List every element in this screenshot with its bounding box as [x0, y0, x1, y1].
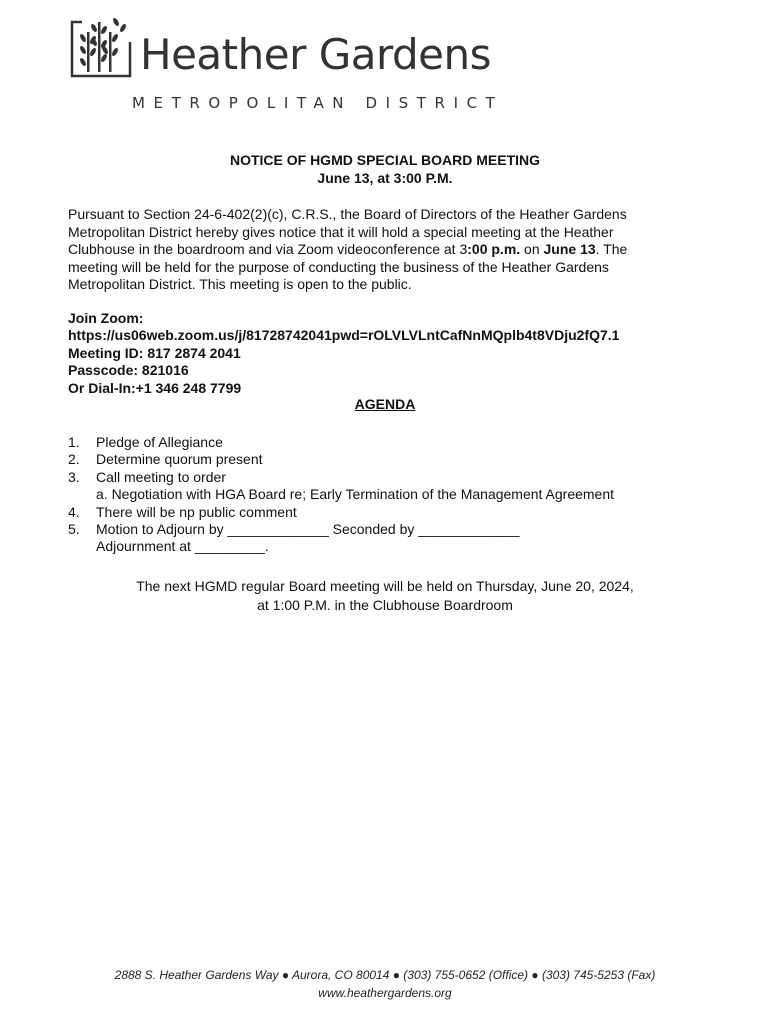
agenda-item-text: Motion to Adjourn by _____________ Seconded by _____________ [96, 521, 520, 538]
intro-text-1: Pursuant to Section 24-6-402(2)(c), C.R.S., the Board of Directors of the Heather Gardens Metropolitan District hereby gives notice that it will hold a special meeting at the Heather Clubhouse in the boardroom and via Zoom videoconference at 3 [68, 206, 627, 258]
footer [0, 966, 770, 1002]
footer-address: 2888 S. Heather Gardens Way ● Aurora, CO 80014 ● (303) 755-0652 (Office) ● (303) 745-5253 (Fax) [114, 968, 656, 982]
zoom-dial-in: Or Dial-In:+1 346 248 7799 [68, 379, 242, 396]
intro-text-2: on [520, 241, 544, 258]
heather-sprig-logo-icon [68, 14, 134, 80]
intro-paragraph [68, 206, 678, 294]
agenda-subitem: a. Negotiation with HGA Board re; Early Termination of the Management Agreement [96, 486, 615, 503]
agenda-item-text: Pledge of Allegiance [96, 434, 223, 450]
agenda-item-number: 4. [68, 503, 80, 520]
agenda-item [68, 521, 668, 538]
footer-website[interactable]: www.heathergardens.org [318, 986, 452, 1000]
next-meeting-notice [0, 577, 770, 615]
zoom-label: Join Zoom: [68, 310, 144, 326]
agenda-item-text: There will be np public comment [96, 503, 297, 520]
intro-text-3: . The meeting will be held for the purpose of conducting the business of the Heather Gardens Metropolitan District. This meeting is open to the public. [68, 241, 628, 293]
next-meeting-line: The next HGMD regular Board meeting will be held on Thursday, June 20, 2024, [136, 578, 634, 594]
zoom-link[interactable]: https://us06web.zoom.us/j/81728742041pwd=rOLVLVLntCafNnMQplb4t8VDju2fQ7.1 [68, 327, 620, 344]
agenda-item-number: 2. [68, 451, 80, 468]
agenda-item-number: 5. [68, 521, 80, 538]
agenda-item [68, 434, 668, 451]
agenda-item-text: Call meeting to order [96, 468, 226, 485]
agenda-list [68, 434, 668, 556]
notice-title: NOTICE OF HGMD SPECIAL BOARD MEETING [229, 152, 541, 168]
agenda-item-number: 3. [68, 468, 80, 485]
agenda-heading: AGENDA [354, 396, 416, 412]
agenda-item [68, 504, 668, 521]
logo [68, 14, 508, 112]
agenda-subitem: Adjournment at _________. [96, 538, 269, 555]
intro-date: June 13 [543, 241, 596, 258]
agenda-item [68, 451, 668, 468]
zoom-passcode: Passcode: 821016 [68, 362, 189, 379]
notice-date: June 13, at 3:00 P.M. [317, 170, 453, 186]
zoom-meeting-id: Meeting ID: 817 2874 2041 [68, 344, 241, 361]
intro-time: :00 p.m. [467, 241, 521, 258]
next-meeting-line: at 1:00 P.M. in the Clubhouse Boardroom [257, 597, 513, 613]
organization-name: Heather Gardens [140, 30, 492, 79]
agenda-item-number: 1. [68, 434, 80, 450]
zoom-details [68, 310, 619, 397]
agenda-item [68, 469, 668, 486]
agenda-item-text: Determine quorum present [96, 451, 263, 468]
organization-subtitle: METROPOLITAN DISTRICT [132, 94, 504, 112]
